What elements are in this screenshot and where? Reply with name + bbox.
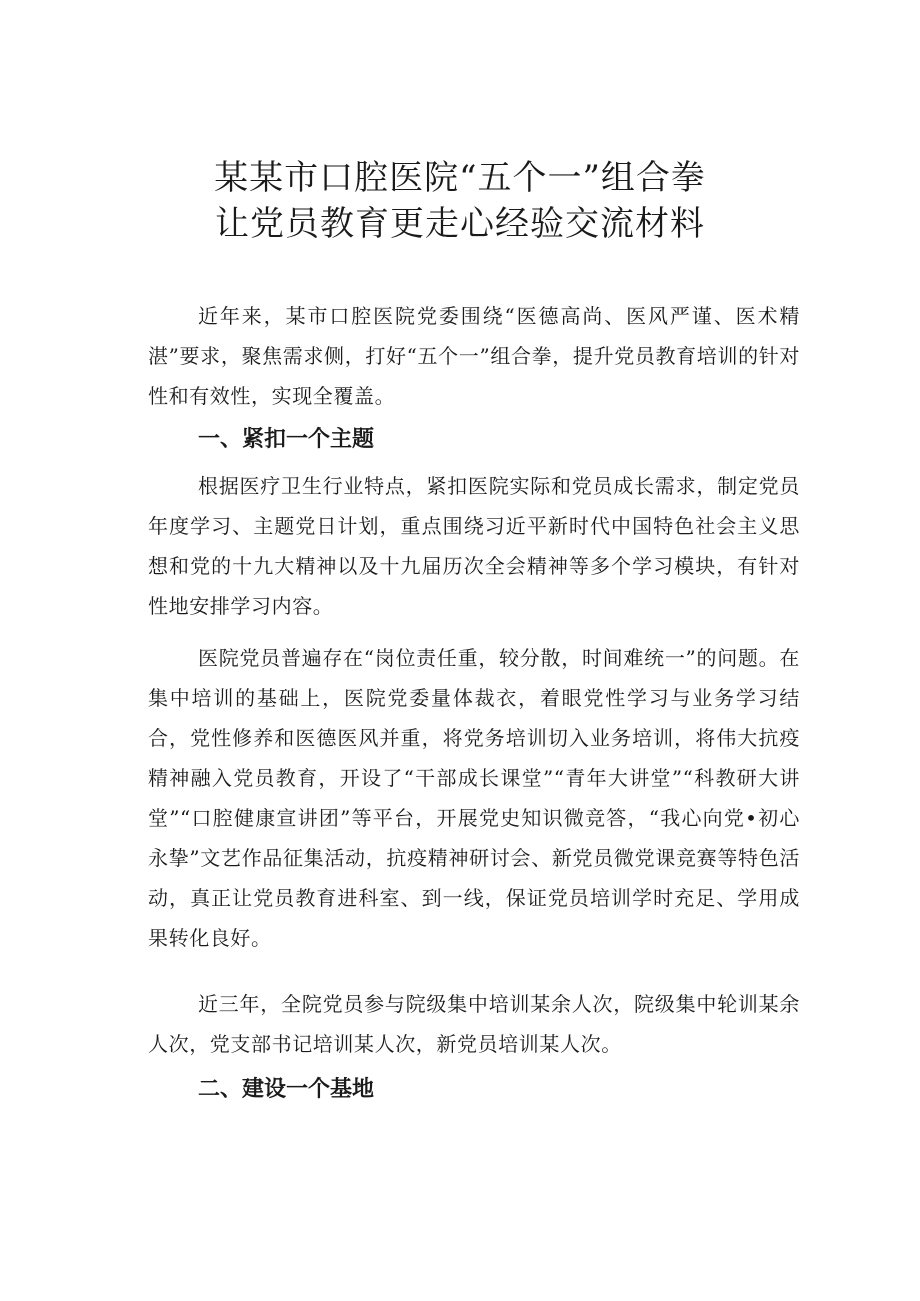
section-1-paragraph-1: 根据医疗卫生行业特点，紧扣医院实际和党员成长需求，制定党员年度学习、主题党日计划，重点围绕习近平新时代中国特色社会主义思想和党的十九大精神以及十九届历次全会精神等多个学习模块，有针对性地安排学习内容。 (148, 474, 800, 618)
intro-paragraph: 近年来，某市口腔医院党委围绕“医德高尚、医风严谨、医术精湛”要求，聚焦需求侧，打好“五个一”组合拳，提升党员教育培训的针对性和有效性，实现全覆盖。 (148, 304, 800, 408)
section-1-paragraph-2: 医院党员普遍存在“岗位责任重，较分散，时间难统一”的问题。在集中培训的基础上，医院党委量体裁衣，着眼党性学习与业务学习结合，党性修养和医德医风并重，将党务培训切入业务培训，将伟大抗疫精神融入党员教育，开设了“干部成长课堂”“青年大讲堂”“科教研大讲堂”“口腔健康宣讲团”等平台，开展党史知识微竞答，“我心向党•初心永挚”文艺作品征集活动，抗疫精神研讨会、新党员微党课竞赛等特色活动，真正让党员教育进科室、到一线，保证党员培训学时充足、学用成果转化良好。 (148, 646, 800, 950)
document-title-line-1: 某某市口腔医院“五个一”组合拳 (214, 158, 706, 198)
section-1-paragraph-3: 近三年，全院党员参与院级集中培训某余人次，院级集中轮训某余人次，党支部书记培训某人次，新党员培训某人次。 (148, 992, 800, 1056)
section-1-heading: 一、紧扣一个主题 (198, 427, 375, 452)
section-2-heading: 二、建设一个基地 (198, 1077, 375, 1102)
document-title-line-2: 让党员教育更走心经验交流材料 (215, 204, 705, 244)
